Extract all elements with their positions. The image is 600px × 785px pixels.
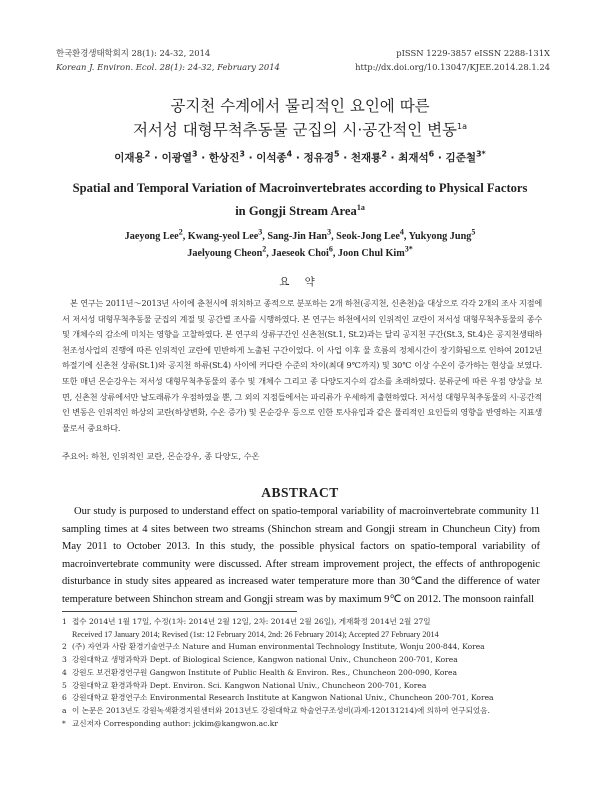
author-separator: ,	[332, 248, 338, 259]
footnote-item	[62, 718, 562, 731]
abstract-body: Our study is purposed to understand effect on spatio-temporal variability of macroinvertebrate community 11 sampling times at 4 sites between two streams (Shinchon stream and Gongji stream in Chuncheun City) from May 2011 to October 2013. In this study, the possible physical factors on spatio-temporal variability of macroinvertebrate community were discussed. After stream improvement project, the effects of anthropogenic disturbance in study sites appeared as increased water temperature more than 30℃and the difference of water temperature between Shinchon stream and Gongji stream was by maximum 9℃ on 2012. The monsoon rainfall	[62, 506, 540, 605]
author-separator: ,	[331, 231, 337, 242]
author-name: Jaeseok Choi	[271, 248, 329, 259]
footnote-text: 강원대학교 환경과학과 Dept. Environ. Sci. Kangwon National Univ., Chuncheon 200-701, Korea	[72, 680, 427, 690]
footnote-item	[62, 641, 562, 654]
author-name: 김준철	[445, 152, 476, 164]
korean-abstract-heading: 요 약	[279, 276, 321, 288]
author-separator: ·	[434, 152, 446, 164]
authors-en-line2	[40, 245, 560, 262]
author-affiliation-mark: 3	[239, 149, 245, 159]
title-ko-footnote-mark: 1a	[457, 121, 468, 131]
authors-korean	[0, 150, 600, 165]
author-affiliation-mark: 3*	[404, 244, 413, 254]
author-separator: ·	[339, 152, 351, 164]
footnote-item	[62, 616, 562, 629]
author-name: 천재룡	[350, 152, 382, 164]
footnote-text: 이 논문은 2013년도 강원녹색환경지원센터와 2013년도 강원대학교 학술연구조성비(과제-120131214)에 의하여 연구되었음.	[72, 705, 490, 715]
author-separator: ·	[150, 152, 162, 164]
title-english	[40, 177, 560, 223]
footnote-mark: 3	[62, 655, 67, 665]
author-name: 정유경	[303, 152, 334, 164]
author-name: 이석종	[256, 152, 287, 164]
author-separator: ·	[244, 152, 257, 164]
author-name: 이광열	[161, 152, 193, 164]
title-korean	[0, 94, 600, 142]
author-affiliation-mark: 3	[327, 227, 332, 237]
title-en-line1: Spatial and Temporal Variation of Macroinvertebrates according to Physical Factors	[72, 181, 528, 195]
author-affiliation-mark: 2	[144, 149, 151, 159]
journal-citation	[56, 46, 280, 74]
footnote-item	[62, 692, 562, 705]
footnote-mark: 1	[62, 617, 67, 626]
author-separator: ,	[182, 231, 188, 242]
issn-doi-block	[355, 46, 550, 74]
journal-name-en: Korean J. Environ. Ecol. 28(1): 24-32, February 2014	[56, 62, 280, 72]
author-affiliation-mark: 3	[192, 149, 198, 159]
author-affiliation-mark: 2	[178, 227, 183, 237]
author-affiliation-mark: 5	[471, 227, 476, 237]
footnote-mark: *	[62, 718, 66, 728]
author-affiliation-mark: 3*	[475, 149, 486, 159]
abstract-heading: ABSTRACT	[261, 485, 339, 500]
author-separator: ,	[403, 231, 409, 242]
footnote-continuation: Received 17 January 2014; Revised (1st: 12 February 2014, 2nd: 26 February 2014); Accepted 27 February 2014	[72, 629, 439, 639]
footnote-mark: 2	[62, 642, 67, 652]
footnote-item	[62, 654, 562, 667]
footnote-item	[62, 667, 562, 680]
footnotes	[62, 616, 562, 730]
title-en-footnote-mark: 1a	[356, 202, 365, 212]
author-name: Yukyong Jung	[408, 231, 472, 242]
footnote-divider	[62, 611, 297, 612]
author-affiliation-mark: 4	[286, 149, 293, 159]
footnote-mark: 4	[62, 667, 67, 677]
footnote-text: 강원도 보건환경연구원 Gangwon Institute of Public Health & Environ. Res., Chuncheon 200-090, Korea	[72, 667, 457, 677]
author-affiliation-mark: 6	[428, 149, 435, 159]
author-affiliation-mark: 4	[399, 227, 404, 237]
author-separator: ,	[266, 248, 272, 259]
author-separator: ·	[386, 152, 399, 164]
footnote-text: 강원대학교 생명과학과 Dept. of Biological Science, Kangwon national Univ., Chuncheon 200-701, Korea	[72, 655, 458, 665]
author-separator: ·	[197, 152, 209, 164]
footnote-text: 강원대학교 환경연구소 Environmental Research Institute at Kangwon National Univ., Chuncheon 200-701, Korea	[72, 693, 494, 703]
footnote-mark: a	[62, 705, 67, 715]
author-separator: ·	[292, 152, 304, 164]
author-name: 한상진	[208, 152, 240, 164]
author-affiliation-mark: 2	[381, 149, 387, 159]
author-affiliation-mark: 3	[258, 227, 263, 237]
journal-name-ko: 한국환경생태학회지 28(1): 24-32, 2014	[56, 48, 211, 58]
issn-text: pISSN 1229-3857 eISSN 2288-131X	[396, 48, 550, 58]
author-affiliation-mark: 2	[262, 244, 267, 254]
footnote-text[interactable]: 교신저자 Corresponding author: jckim@kangwon.ac.kr	[72, 718, 278, 728]
footnote-item	[62, 680, 562, 693]
author-affiliation-mark: 6	[328, 244, 333, 254]
author-name: Jaeyong Lee	[124, 231, 179, 242]
author-separator: ,	[262, 231, 268, 242]
author-name: Seok-Jong Lee	[336, 231, 400, 242]
footnote-item	[62, 705, 562, 718]
footnote-mark: 6	[62, 693, 67, 703]
footnote-text: 접수 2014년 1월 17일, 수정(1차: 2014년 2월 12일, 2차: 2014년 2월 26일), 게재확정 2014년 2월 27일	[72, 617, 431, 626]
author-name: 최재석	[398, 152, 429, 164]
authors-en-line1	[40, 228, 560, 245]
doi-link[interactable]: http://dx.doi.org/10.13047/KJEE.2014.28.1.24	[355, 62, 550, 72]
author-name: Jaelyoung Cheon	[187, 248, 263, 259]
authors-english	[40, 228, 560, 262]
title-ko-line1: 공지천 수계에서 물리적인 요인에 따른	[170, 97, 430, 115]
author-name: 이재용	[114, 152, 145, 164]
korean-keywords: 주요어: 하천, 인위적인 교란, 몬순강우, 종 다양도, 수온	[62, 451, 260, 461]
korean-abstract-body: 본 연구는 2011년～2013년 사이에 춘천시에 위치하고 종적으로 분포하는 2개 하천(공지천, 신촌천)을 대상으로 각각 2개의 조사 지점에서 저서성 대형무척추동물 군집의 계절 및 공간별 조사를 시행하였다. 본 연구는 하천에서의 인위적인 교란이 저서성 대형무척추동물의 종수 및 개체수의 감소에 미치는 영향을 고찰하였다. 본 연구의 상류구간인 신촌천(St.1, St.2)과는 달리 공지천 구간(St.3, St.4)은 공지천생태하천조성사업의 진행에 따른 인위적인 교란에 민반하게 노출된 구간이었다. 이 사업 이후 물 흐름의 정체시간이 장기화됨으로 인하여 2012년 하절기에 신촌천 상류(St.1)와 공지천 하류(St.4) 사이에 커다란 수준의 차이(최대 9℃까지) 및 30℃ 이상 수온이 증가하는 현상을 보였다. 또한 매년 몬순강우는 저서성 대형무척추동물의 종수 및 개체수 그리고 종 다양도지수의 감소를 초래하였다. 분류군에 따른 우점 양상을 보면, 신촌천 상류에서만 날도래류가 우점하였을 뿐, 그 외의 지점들에서는 파리류가 우세하게 출현하였다. 저서성 대형무척추동물의 시·공간적인 변동은 인위적인 하상의 교란(하상변화, 수온 증가) 및 몬순강우 등으로 인한 토사유입과 같은 물리적인 요인들의 영향을 반영하는 지표생물로서 중요하다.	[62, 298, 542, 433]
title-ko-line2: 저서성 대형무척추동물 군집의 시·공간적인 변동	[132, 121, 458, 139]
title-en-line2: in Gongji Stream Area	[235, 204, 357, 218]
footnote-mark: 5	[62, 680, 67, 690]
footnote-text: (주) 자연과 사람 환경기술연구소 Nature and Human environmental Technology Institute, Wonju 200-844, Korea	[72, 642, 485, 652]
author-name: Sang-Jin Han	[267, 231, 328, 242]
author-name: Joon Chul Kim	[337, 248, 405, 259]
author-affiliation-mark: 5	[334, 149, 340, 159]
author-name: Kwang-yeol Lee	[187, 231, 259, 242]
